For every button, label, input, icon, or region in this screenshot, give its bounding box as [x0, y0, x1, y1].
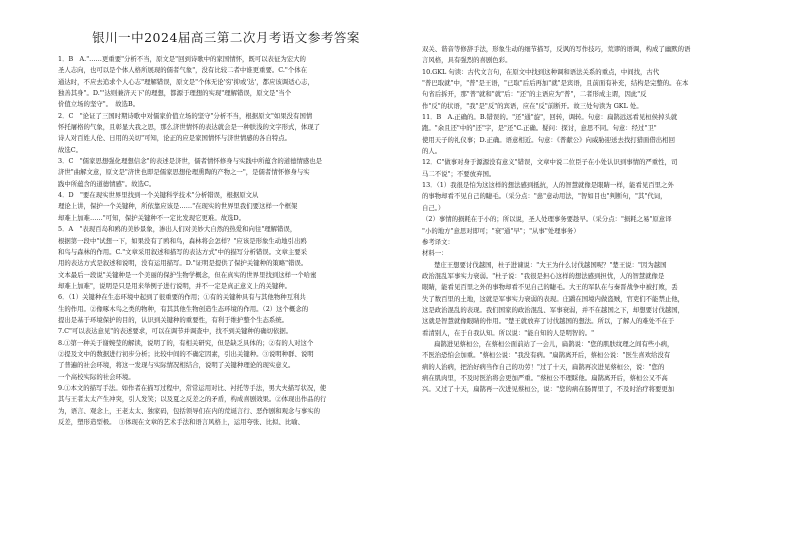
text-line: 根据第一段中"试想一下，如果没有了鸥和鸟，森林将会怎样？"应该是形象生动地引出鸥 [58, 236, 307, 245]
text-line: 病在肌肉里，不及时医治将会更加严重。"蔡桓公不理睬他。扁鹊离开后，蔡桓公又不高 [422, 373, 668, 382]
text-line: 怀托屠格的气象，且彰显大我之思，那么济世情怀的表达就会是一种肤浅的文字形式，体现了 [58, 123, 321, 132]
text-line: 圣人志向，也可以是个体人格所展现的儒者气象"，没有比较二者中谁更重要。C."个体在 [58, 66, 308, 75]
text-line: 失了数百里的土地，这就是军事实力衰弱的表现。庄蹻在国境内做盗贼，官吏们不能禁止他， [422, 294, 685, 303]
text-line: 扁鹊进见蔡桓公，在蔡桓公面前站了一会儿，扁鹊说："您的肌肤纹理之间有些小病， [434, 339, 674, 348]
text-line: 10.GKL 句读：古代文言句，在原文中找到这种调和语法关系的重点，中间找，古代 [422, 67, 660, 76]
text-line: 不医治恐怕会加重。"蔡桓公说："我没有病。"扁鹊离开后，蔡桓公说："医生喜欢给没有 [422, 351, 671, 360]
text-line: 为，语言、观念上，王老太太、独家码，包括领导们在内的荒诞言行、恶作剧和观念与事实的 [58, 406, 321, 415]
text-line: 践中所蕴含的道德情感"。故选C。 [58, 179, 156, 188]
text-line: 3．C "儒家思想强化理想信念"的表述是济世，儒者情怀修身与实践中所蕴含的道德情感也是 [58, 157, 323, 166]
text-line: 故选C。 [58, 145, 83, 154]
text-line: 政治混乱军事实力衰弱。"杜子说："我很是担心这样的想法感到担忧，人的智慧就像是 [422, 271, 665, 280]
text-line: 的人。 [422, 147, 442, 156]
text-line: 9.①本文的描写手法。如作者在描写过程中，常常运用对比、衬托等手法，男大夫描写状况，使 [58, 383, 327, 392]
text-line: 却难上加难"，说明是只是用来举例子进行说明，并不一定是真正意义上的关键种。 [58, 281, 292, 290]
text-line: 这就是智慧就像眼睛的作用。"楚王就放弃了讨伐越国的想法。所以，了解人的难处不在于 [422, 317, 675, 326]
text-line: 这是政治混乱的表现。我们国家的政治混乱、军事衰弱，并不在越国之下，却想要讨伐越国， [422, 305, 685, 314]
text-line: 6．（1）关键种在生态环境中起到了很重要的作用；①有的关键种具有与其他物种互利共 [58, 293, 306, 302]
text-line: 楚庄王想要讨伐越国，杜子进谏说："大王为什么讨伐越国呢？"楚王说："因为越国 [434, 260, 667, 269]
text-line: 2．C "论证了三国时期诗歌中对儒家价值立场的坚守"分析不当，根据原文"如果没有国情 [58, 111, 313, 120]
left-column [58, 28, 394, 428]
text-line: 其与王者太太产生冲突，引人发笑；以及夏之反差之的矛盾，构成喜剧效果。②体现出作品的行 [58, 395, 327, 404]
text-line: 13．（1）我很是怕为这这样的想法感到抵抗，人的智慧就像是眼睛一样，能看见百里之外 [422, 181, 674, 190]
text-line: 用的表达方式是叙述和说明，没有运用描写。D."证明是提供了保护关键种的策略"错误。 [58, 259, 308, 268]
text-line: 和鸟与森林的作用。C."文章采用叙述和描写的表达方式"中的描写分析错误。文章主要采 [58, 247, 308, 256]
text-line: 一个高校实际的社会环境。 [58, 372, 135, 381]
text-line: 兴。又过了十天，扁鹊再一次进见蔡桓公，说："您的病在肠胃里了，不及时治疗将要更加 [422, 385, 675, 394]
text-line: 4．D "要在现实世界里找到一个关键科学技术"分析错误，根据原文从 [58, 191, 259, 200]
text-line: 自己。） [422, 203, 445, 212]
text-line: 双关、谐音等修辞手法，形象生动的细节描写，反讽的写作技巧，荒谬的语调，构成了幽默的语 [422, 45, 691, 53]
text-line: "普巴取就"中，"普"是王语，"已取"后后再加"就"是宾语，且前面有补充，结构是完整的。在本 [422, 79, 689, 88]
text-line: 通达时，不应去追求个人心志"理解错误，原文是"个体无论'穷'抑或'达'，都应该调适心志， [58, 77, 314, 86]
text-line: 马二不说"；不要放弃国。 [422, 169, 496, 178]
text-line: 眼睛，能看见百里之外的事物却看不见自己的睫毛。大王的军队在与秦晋战争中被打败，丢 [422, 283, 678, 292]
text-line: 作"反"的状语，"我"是"反"的宾语，应在"反"前断开。故三处句读为 GKL 处。 [422, 101, 643, 110]
text-line: 却难上加难……"可知，保护关键种不一定比发现它更难。故选D。 [58, 213, 245, 222]
text-line: 济世"曲解文意，原文是"济世也即是儒家思想伦理熏陶的产物之一"，是儒者情怀修身与实 [58, 168, 310, 177]
text-line: 材料一： [422, 249, 448, 258]
text-line: 价值立场的坚守"。 故选B。 [58, 100, 140, 109]
left-answer-lines [58, 54, 394, 428]
text-line: （2）事情的损耗在于小的；所以说，圣人处理事务要趁早。（采分点："损耗之易"原意译 [422, 215, 672, 224]
text-line: 1．B A."……更重要"分析不当，原文是"回到诗歌中的家国情怀，既可以表征为宏大的 [58, 55, 306, 63]
text-line: 了普遍的社会环境，将这一发现与实际情况相结合，说明了关键种理论的现实意义。 [58, 361, 295, 370]
text-line: 的事物却看不见自己的睫毛。（采分点："患"意动用法，"智如目也"判断句，"其"代词， [422, 192, 667, 201]
text-line: 看清别人，在于自我认知。所以说："能自知的人是明智的。" [422, 328, 595, 337]
text-line: 诗人对百姓人伦、日用的关切"可知，论正的应是家国情怀与济世情感的各自特点。 [58, 134, 292, 143]
text-line: 7.C"可以表达意见"的表述要求，可以在调节并调查中，找不到关键种的确切依据。 [58, 327, 293, 336]
text-line: 12．C"做事对身于源源没有意义"错误，文章中说二位臣子在小处认识到事情的严重性，司 [422, 158, 678, 167]
text-line: 参考译文： [422, 237, 454, 246]
text-line: 病的人治病，把治好病当作自己的功劳！"过了十天，扁鹊再次进见蔡桓公，说："您的 [422, 362, 665, 371]
right-column [422, 44, 752, 396]
text-line: 5．A "表现百岛和鸥的美妙景象，渗出人们对美妙大自然的热爱和向往"理解错误， [58, 225, 297, 234]
text-line: 跑。"余且还"中的"还"字，是"还"C.正确。疑问：探讨，意思不同。句意：经过"卫" [422, 124, 657, 133]
text-line: 使用天子的礼仪事；D.正确。语意相近。句意：《普献公》向威胁迎送去找打猎面借出相回 [422, 135, 675, 144]
text-line: 提出是基于环境保护的目的，认识到关键种的重要性，有利于维护整个生态系统。 [58, 315, 289, 324]
text-line: 句省后拆开，那"普"就和"就"后："还"的主语应为"普"，二者形成主谓，因此"反 [422, 90, 647, 99]
text-line: 言风格，具有强烈的喜剧色彩。 [422, 56, 512, 65]
text-line: 8.①第一种关于谢婉莹的解读，说明了的，有相关研究，但是缺乏具体的；②有的人对这个 [58, 338, 314, 347]
text-line: "小的地方"意思对即可；"衰"通"早"；"从事"处理事务） [422, 226, 580, 235]
text-line: 文本最后一段说"关键种是一个美丽的保护生物学概念，但在真实的世界里找到这样一个哈蜜 [58, 270, 317, 279]
text-line: 理论上讲，保护一个关键种，所依靠应该是……"在现实的世界里我们要这样一个框架 [58, 202, 298, 211]
text-line: 生的作用。②像啄木鸟之类的物种，有其其他生物创造生态环境的作用。（2）这个概念的 [58, 304, 309, 313]
text-line: 独善其身"。D."'达则兼济天下'的理想，都源于理想的实现"理解错误，原文是"当个 [58, 89, 292, 98]
text-line: ②提及文中的数据进行初步分析；比较中间的不确定因素，引出关键种。③说明种群、说明 [58, 349, 314, 358]
text-line: 11．B A.正确的。B.错误的。"还"通"旋"，回转，调转。句意：扁鹊远远看见桓侯掉头就 [422, 113, 678, 122]
right-answer-lines [422, 44, 752, 396]
text-line: 反差，塑形造型极。 ③体现在文章的艺术手法和语言风格上，运用夸张、比拟、比喻、 [58, 418, 305, 426]
page-title: 银川一中2024届高三第二次月考语文参考答案 [92, 30, 360, 45]
